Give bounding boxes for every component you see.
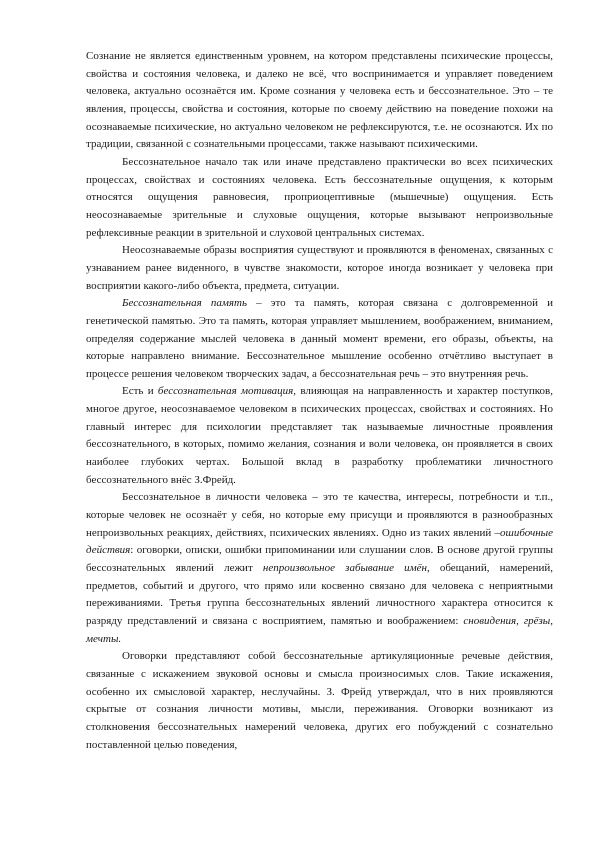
text-run: Оговорки представляют собой бессознательные артикуляционные речевые действия, связанные с искажением звуковой основы и смысла произносимых слов. Такие искажения, особенно их смысловой характер, неслучайны. З. Фрейд утверждал, что в них проявляются скрытые от сознания личности мотивы, мысли, переживания. Оговорки возникают из столкновения бессознательных намерений человека, других его побуждений с сознательно поставленной целью поведения,	[86, 650, 553, 751]
paragraph-p3	[86, 242, 553, 295]
paragraph-p1	[86, 48, 553, 154]
italic-term: Бессознательная память	[122, 297, 247, 310]
document-page	[86, 48, 553, 754]
paragraph-p4	[86, 295, 553, 383]
italic-term: ошибочные действия	[86, 526, 553, 557]
italic-term: сновидения, грёзы, мечты.	[86, 615, 553, 645]
italic-term: бессознательная мотивация	[157, 385, 294, 398]
text-run: : оговорки, описки, ошибки припоминании или слушании слов. В основе другой группы бессознательных явлений лежит	[86, 544, 553, 575]
paragraph-p5	[86, 383, 553, 489]
text-run: Сознание не является единственным уровнем, на котором представлены психические процессы, свойства и состояния человека, и далеко не всё, что воспринимается и управляет поведением человека, актуально осознаётся им. Кроме сознания у человека есть и бессознательное. Это – те явления, процессы, свойства и состояния, которые по своему действию на поведение похожи на осознаваемые психические, но актуально человеком не рефлексируются, т.е. не осознаются. Их по традиции, связанной с сознательными процессами, также называют психическими.	[86, 50, 553, 151]
paragraph-p6	[86, 489, 553, 648]
text-run: Есть и	[122, 385, 158, 398]
text-run: , влияющая на направленность и характер поступков, многое другое, неосознаваемое человеком в психических процессах, свойствах и состояниях. Но главный интерес для психологии представляет так называемые личностные проявления бессознательного, в которых, помимо желания, сознания и воли человека, он проявляется в своих наиболее глубоких чертах. Большой вклад в разработку проблематики личностного бессознательного внёс З.Фрейд.	[86, 385, 554, 486]
italic-term: непроизвольное забывание имён	[262, 562, 427, 575]
paragraph-p2	[86, 154, 553, 242]
text-run: Бессознательное в личности человека – это те качества, интересы, потребности и т.п., которые человек не осознаёт у себя, но которые ему присущи и проявляются в разнообразных непроизвольных реакциях, действиях, психических явлениях. Одно из таких явлений –	[86, 491, 553, 539]
text-run: – это та память, которая связана с долговременной и генетической памятью. Это та память, которая управляет мышлением, воображением, вниманием, определяя содержание мыслей человека в данный момент времени, его образы, объекты, на которые направлено внимание. Бессознательное мышление особенно отчётливо выступает в процессе решения человеком творческих задач, а бессознательная речь – это внутренняя речь.	[86, 297, 553, 380]
paragraph-p7	[86, 648, 553, 754]
text-run: Неосознаваемые образы восприятия существуют и проявляются в феноменах, связанных с узнаванием ранее виденного, в чувстве знакомости, которое иногда возникает у человека при восприятии какого-либо объекта, предмета, ситуации.	[86, 244, 553, 292]
text-run: Бессознательное начало так или иначе представлено практически во всех психических процессах, свойствах и состояниях человека. Есть бессознательные ощущения, к которым относятся ощущения равновесия, проприоцептивные (мышечные) ощущения. Есть неосознаваемые зрительные и слуховые ощущения, которые вызывают непроизвольные рефлексивные реакции в зрительной и слуховой центральных системах.	[86, 155, 553, 239]
text-run: , обещаний, намерений, предметов, событий и другого, что прямо или косвенно связано для человека с неприятными переживаниями. Третья группа бессознательных явлений личностного характера относится к разряду представлений и связана с восприятием, памятью и воображением:	[86, 562, 553, 627]
